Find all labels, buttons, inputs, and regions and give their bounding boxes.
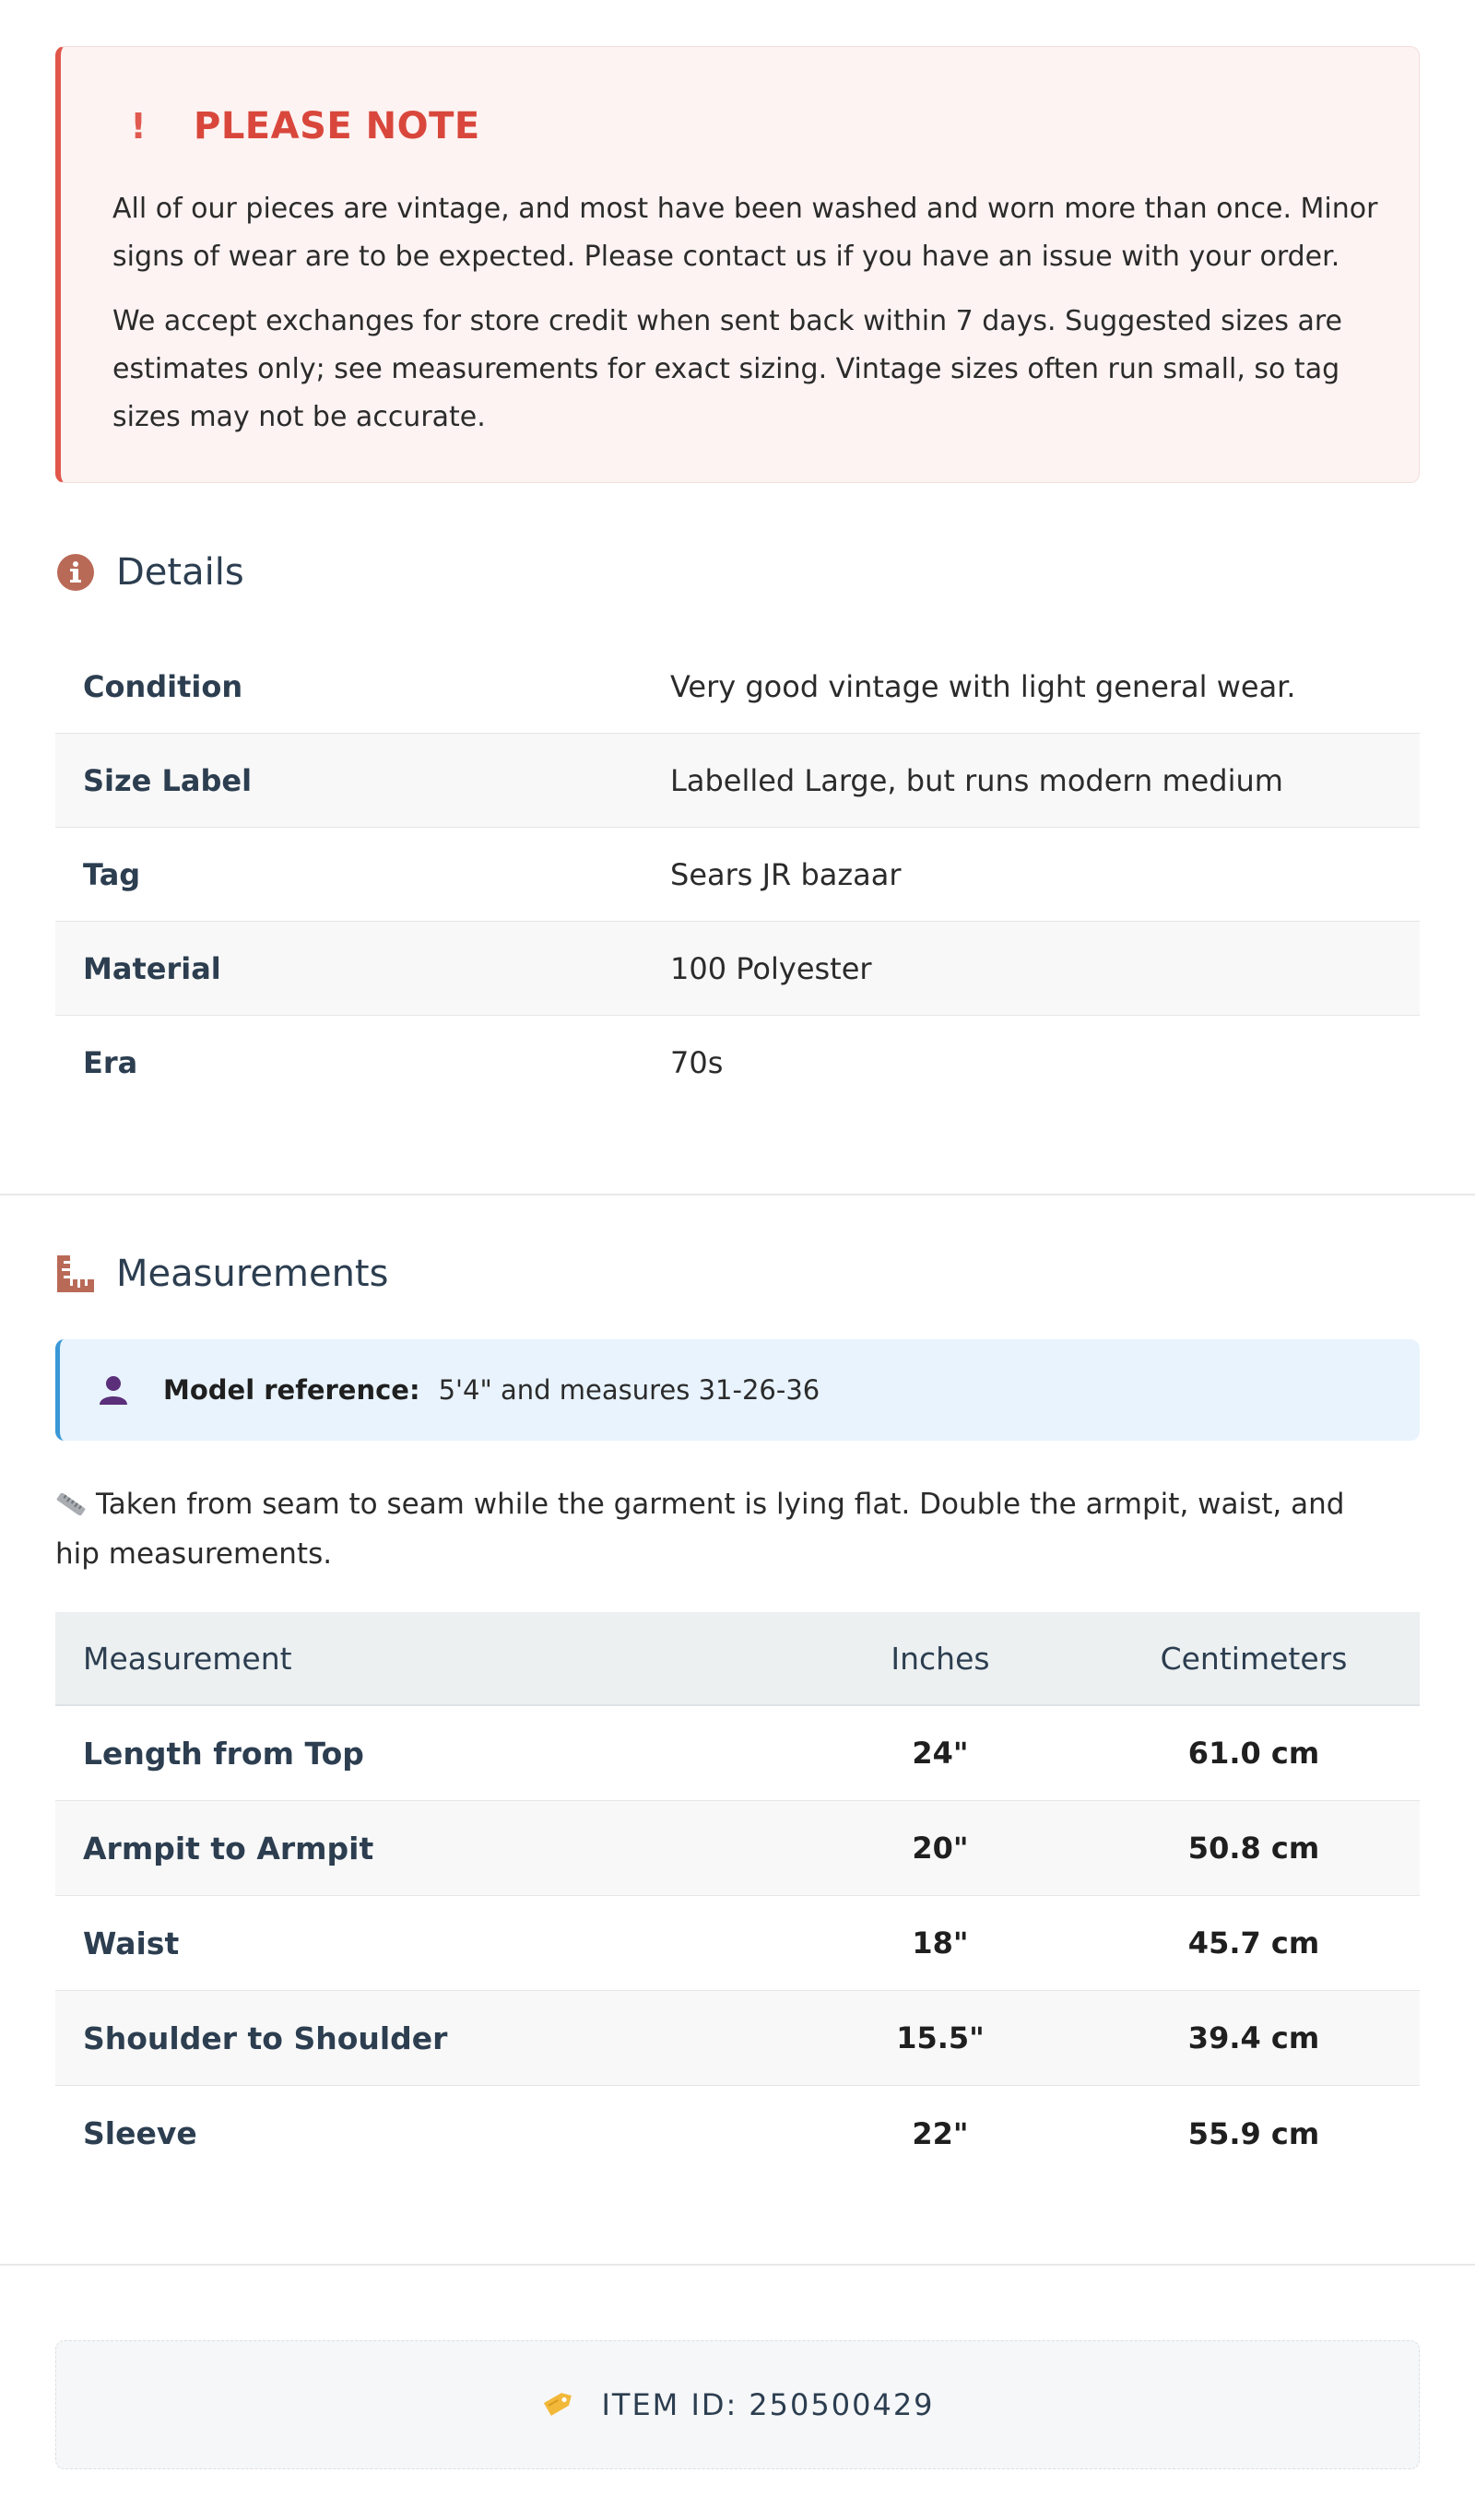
measurement-inches: 18" xyxy=(912,1925,969,1961)
details-value: 100 Polyester xyxy=(670,950,872,986)
column-header-measurement: Measurement xyxy=(83,1640,292,1677)
item-id-value: 250500429 xyxy=(749,2387,935,2422)
measurement-name: Armpit to Armpit xyxy=(83,1830,374,1866)
details-row-size-label xyxy=(55,734,1420,828)
measurement-inches: 15.5" xyxy=(896,2020,985,2055)
column-header-inches: Inches xyxy=(891,1640,990,1677)
measurements-table xyxy=(55,1612,1420,2181)
model-reference-box xyxy=(55,1339,1420,1441)
column-header-centimeters: Centimeters xyxy=(1160,1640,1348,1677)
measurement-cm: 61.0 cm xyxy=(1187,1736,1320,1771)
notice-box xyxy=(55,46,1420,483)
details-label: Material xyxy=(83,950,221,986)
details-value: Very good vintage with light general wear. xyxy=(670,668,1296,704)
measurements-title: Measurements xyxy=(116,1253,389,1295)
info-circle-icon xyxy=(55,552,96,593)
details-value: Labelled Large, but runs modern medium xyxy=(670,762,1283,798)
measurement-name: Shoulder to Shoulder xyxy=(83,2020,448,2056)
details-label: Tag xyxy=(83,856,141,892)
measurement-name: Sleeve xyxy=(83,2115,197,2151)
measurement-cm: 39.4 cm xyxy=(1187,2020,1320,2055)
notice-paragraph-1: All of our pieces are vintage, and most have been washed and worn more than once. Minor signs of wear are to be expected. Please contact us if you have an issue with your order. xyxy=(112,193,1378,273)
details-row-tag xyxy=(55,828,1420,922)
table-row xyxy=(55,1706,1420,1801)
details-value: 70s xyxy=(670,1045,724,1080)
measurement-inches: 22" xyxy=(912,2115,969,2151)
notice-paragraph-2: We accept exchanges for store credit when sent back within 7 days. Suggested sizes are estimates only; see measurements for exact sizing. Vintage sizes often run small, so tag sizes may not be accurate. xyxy=(112,305,1343,433)
ruler-icon xyxy=(55,1254,96,1294)
measurements-table-body xyxy=(55,1706,1420,2181)
details-table xyxy=(55,640,1420,1110)
tag-icon xyxy=(540,2386,577,2423)
details-row-era xyxy=(55,1016,1420,1110)
section-divider xyxy=(0,2264,1475,2266)
measurements-heading xyxy=(55,1251,388,1297)
measurement-name: Length from Top xyxy=(83,1735,364,1772)
details-label: Condition xyxy=(83,668,243,704)
table-row xyxy=(55,1991,1420,2086)
details-heading xyxy=(55,549,244,595)
measurement-inches: 20" xyxy=(912,1831,969,1866)
measurement-cm: 50.8 cm xyxy=(1187,1831,1320,1866)
item-id-box xyxy=(55,2340,1420,2469)
table-row xyxy=(55,1801,1420,1896)
straight-ruler-icon xyxy=(55,1482,87,1530)
details-row-material xyxy=(55,922,1420,1016)
details-row-condition xyxy=(55,640,1420,734)
details-label: Era xyxy=(83,1045,138,1080)
details-value: Sears JR bazaar xyxy=(670,856,902,892)
item-id-label: ITEM ID: xyxy=(601,2387,738,2422)
exclamation-icon: ! xyxy=(130,106,147,147)
measurement-inches: 24" xyxy=(912,1736,969,1771)
person-icon xyxy=(97,1373,130,1407)
table-row xyxy=(55,1896,1420,1991)
notice-header xyxy=(120,105,480,147)
section-divider xyxy=(0,1194,1475,1195)
table-row xyxy=(55,2086,1420,2181)
measurement-cm: 45.7 cm xyxy=(1187,1925,1320,1961)
model-reference-value: 5'4" and measures 31-26-36 xyxy=(438,1374,820,1406)
notice-title: PLEASE NOTE xyxy=(194,105,480,147)
measurement-name: Waist xyxy=(83,1925,180,1961)
measurement-cm: 55.9 cm xyxy=(1187,2115,1320,2151)
measurements-table-header xyxy=(55,1612,1420,1706)
measurement-note xyxy=(55,1480,1383,1578)
measurement-note-text: Taken from seam to seam while the garment is lying flat. Double the armpit, waist, and hip measurements. xyxy=(55,1488,1345,1571)
details-label: Size Label xyxy=(83,762,253,798)
details-title: Details xyxy=(116,551,244,594)
model-reference-label: Model reference: xyxy=(163,1374,420,1406)
